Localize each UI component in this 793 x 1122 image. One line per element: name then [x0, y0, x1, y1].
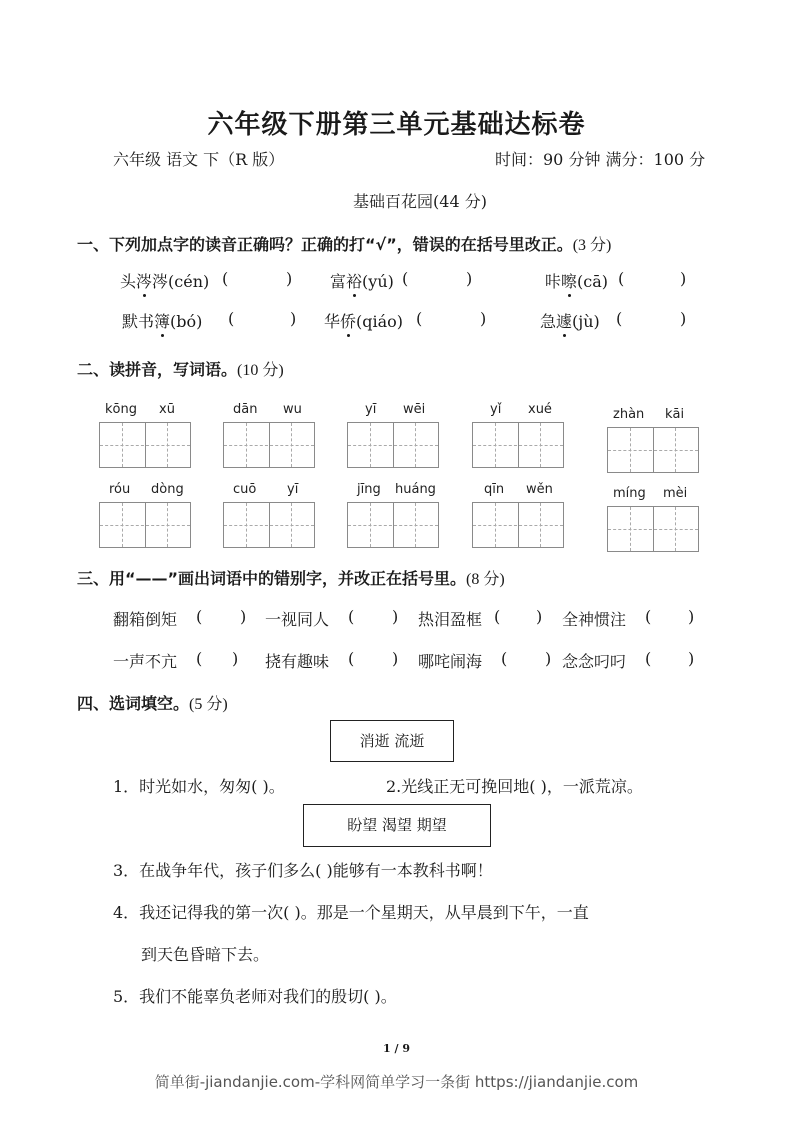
- q1-answer-paren[interactable]: (: [402, 269, 409, 288]
- q2-heading: 二、读拼音，写词语。(10 分): [77, 360, 284, 379]
- q3-answer-paren[interactable]: (: [645, 607, 652, 626]
- q3-item: 翻箱倒矩: [113, 610, 178, 629]
- q3-item: 全神惯注: [562, 610, 627, 629]
- tianzige-box[interactable]: [99, 422, 191, 468]
- q1-answer-paren[interactable]: (: [616, 309, 623, 328]
- q3-answer-paren[interactable]: (: [196, 607, 203, 626]
- tianzige-box[interactable]: [223, 502, 315, 548]
- tianzige-box[interactable]: [607, 506, 699, 552]
- tianzige-box[interactable]: [607, 427, 699, 473]
- q4-sentence-5[interactable]: 5．我们不能辜负老师对我们的殷切( )。: [113, 987, 397, 1006]
- watermark-footer: 简单街-jiandanjie.com-学科网简单学习一条街 https://jiandanjie.com: [154, 1073, 639, 1091]
- tianzige-box[interactable]: [347, 422, 439, 468]
- q3-item: 热泪盈框: [418, 610, 483, 629]
- q3-answer-paren[interactable]: (: [645, 649, 652, 668]
- time-score: 时间：90 分钟 满分：100 分: [495, 150, 706, 169]
- q1-answer-paren[interactable]: (: [222, 269, 229, 288]
- page-title: 六年级下册第三单元基础达标卷: [207, 110, 586, 140]
- q3-heading: 三、用“——”画出词语中的错别字，并改正在括号里。(8 分): [77, 569, 505, 588]
- q4-sentence-3[interactable]: 3．在战争年代，孩子们多么( )能够有一本教科书啊！: [113, 861, 493, 880]
- q1-title: 一、下列加点字的读音正确吗？正确的打“√”，错误的在括号里改正。: [77, 235, 573, 254]
- q1-points: (3 分): [572, 237, 612, 254]
- tianzige-box[interactable]: [347, 502, 439, 548]
- tianzige-box[interactable]: [472, 502, 564, 548]
- tianzige-box[interactable]: [99, 502, 191, 548]
- q4-sentence-1[interactable]: 1．时光如水，匆匆( )。: [113, 777, 285, 796]
- q1-item: 急遽(jù): [540, 312, 600, 331]
- q1-item: 咔嚓(cā): [545, 272, 609, 291]
- q3-item: 念念叼叼: [562, 652, 627, 671]
- dotted-char: 嚓: [561, 272, 578, 291]
- q1-item: 默书簿(bó): [122, 312, 203, 331]
- word-choice-box-1: 消逝 流逝: [330, 720, 454, 762]
- q1-answer-paren[interactable]: (: [416, 309, 423, 328]
- grade-subject: 六年级 语文 下（R 版）: [113, 150, 285, 169]
- dotted-char: 簿: [154, 312, 171, 331]
- q1-answer-paren[interactable]: (: [228, 309, 235, 328]
- q3-answer-paren[interactable]: (: [348, 649, 355, 668]
- q3-answer-paren[interactable]: (: [501, 649, 508, 668]
- q3-answer-paren[interactable]: (: [494, 607, 501, 626]
- q1-answer-paren[interactable]: (: [618, 269, 625, 288]
- tianzige-box[interactable]: [472, 422, 564, 468]
- q4-sentence-4[interactable]: 4．我还记得我的第一次( )。那是一个星期天，从早晨到下午，一直: [113, 903, 589, 922]
- q4-heading: 四、选词填空。(5 分): [77, 694, 228, 713]
- q3-item: 一视同人: [265, 610, 330, 629]
- dotted-char: 遽: [556, 312, 573, 331]
- q1-heading: [77, 232, 611, 255]
- q4-sentence-4-cont: 到天色昏暗下去。: [141, 945, 270, 964]
- q3-item: 哪咤闹海: [418, 652, 483, 671]
- dotted-char: 涔: [136, 272, 153, 291]
- dotted-char: 裕: [346, 272, 363, 291]
- q1-item: 富裕(yú): [330, 272, 394, 291]
- q4-sentence-2[interactable]: 2.光线正无可挽回地( )，一派荒凉。: [386, 777, 643, 796]
- q3-item: 一声不亢: [113, 652, 178, 671]
- q1-item: 华侨(qiáo): [324, 312, 404, 331]
- tianzige-box[interactable]: [223, 422, 315, 468]
- q3-item: 挠有趣味: [265, 652, 330, 671]
- q3-answer-paren[interactable]: (: [196, 649, 203, 668]
- q1-item: 头涔涔(cén): [120, 272, 210, 291]
- section-title: 基础百花园(44 分): [353, 192, 487, 211]
- page-number: 1 / 9: [383, 1042, 410, 1055]
- dotted-char: 侨: [340, 312, 357, 331]
- q3-answer-paren[interactable]: (: [348, 607, 355, 626]
- word-choice-box-2: 盼望 渴望 期望: [303, 804, 491, 847]
